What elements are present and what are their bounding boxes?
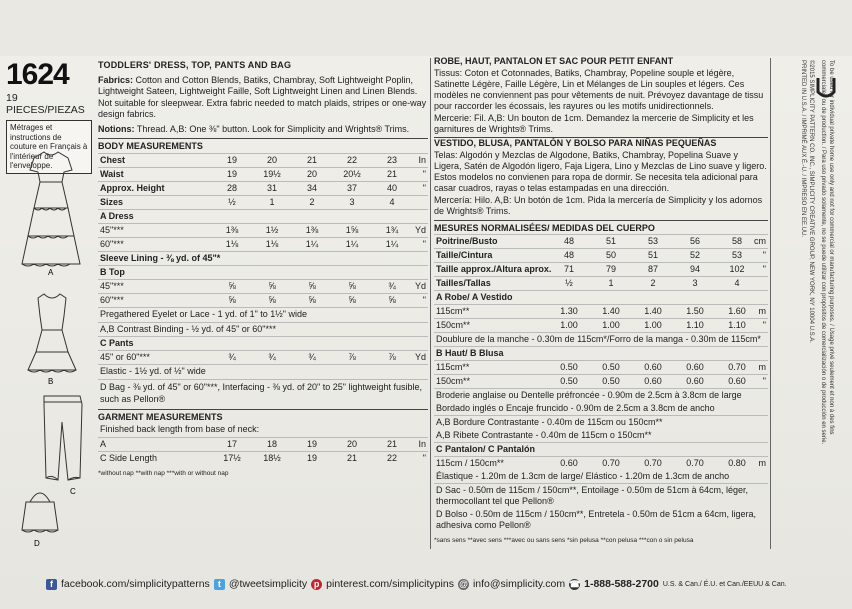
phone-icon: ☎ xyxy=(569,578,581,589)
body-measurements-title: BODY MEASUREMENTS xyxy=(98,138,428,153)
table-heading-label: A Robe/ A Vestido xyxy=(436,292,513,302)
pinterest-link[interactable]: pinterest.com/simplicitypins xyxy=(326,578,454,590)
row-label: Approx. Height xyxy=(100,182,165,193)
row-value: ½ xyxy=(228,196,236,207)
row-value: 79 xyxy=(605,264,616,274)
email-link[interactable]: info@simplicity.com xyxy=(472,578,566,590)
phone-note: U.S. & Can./ É.U. et Can./EEUU & Can. xyxy=(662,580,787,588)
row-value: 0.60 xyxy=(686,362,704,372)
row-label: 115cm** xyxy=(436,362,470,372)
table-heading xyxy=(434,290,768,304)
side-text-1: To be used for individual private home use only and not for commercial or manufacturing purposes. / Usage privé seulement et non à des fins xyxy=(828,60,834,435)
row-label: 45"*** xyxy=(100,224,124,235)
sketch-label-a: A xyxy=(48,268,54,276)
sketch-bag-d xyxy=(12,484,68,550)
english-column xyxy=(98,60,428,479)
row-value: 1.60 xyxy=(728,306,746,316)
row-value: 58 xyxy=(731,236,742,246)
english-footnote: *without nap **with nap ***with or without nap xyxy=(98,469,229,477)
row-label: 115cm** xyxy=(436,306,470,316)
row-label: 150cm** xyxy=(436,320,471,330)
row-value: ⅝ xyxy=(308,295,316,305)
row-unit: m xyxy=(758,306,766,316)
email-icon: @ xyxy=(459,578,468,589)
table-row xyxy=(434,318,768,332)
row-value: 0.50 xyxy=(560,376,578,386)
table-heading xyxy=(98,265,428,279)
french-note-box: Métrages et instructions de couture en Français à l'intérieur de l'enveloppe. xyxy=(6,120,92,174)
row-value: 48 xyxy=(563,250,574,260)
row-unit: m xyxy=(758,362,766,372)
sketch-pants-c xyxy=(40,392,86,498)
table-row xyxy=(434,276,768,290)
row-label: C Side Length xyxy=(100,452,158,463)
row-value: ¾ xyxy=(228,352,236,362)
elastic: Elastic - 1½ yd. of ½" wide xyxy=(98,364,428,379)
simplicity-logo-mark xyxy=(814,74,838,104)
contrast-binding: A,B Contrast Binding - ½ yd. of 45" or 60"*** xyxy=(98,322,428,337)
row-value: 71 xyxy=(563,264,574,274)
row-value: 0.50 xyxy=(602,376,620,386)
ribete: A,B Ribete Contrastante - 0.40m de 115cm o 150cm** xyxy=(436,430,652,440)
table-row xyxy=(98,153,428,167)
row-value: 19 xyxy=(226,154,237,165)
row-value: 48 xyxy=(563,236,574,246)
french-spanish-column xyxy=(434,56,768,546)
phone-number: 1-888-588-2700 xyxy=(584,578,659,590)
row-value: 21 xyxy=(346,452,357,463)
row-value: 20½ xyxy=(343,168,361,179)
mercerie-text: Mercerie: Fil. A,B: Un bouton de 1cm. Demandez la mercerie de Simplicity et les garnitures de Wrights® Trims. xyxy=(434,113,754,134)
row-value: 20 xyxy=(346,438,357,449)
row-value: ¾ xyxy=(308,352,316,362)
row-unit: In xyxy=(418,154,426,165)
sketch-label-d: D xyxy=(34,539,40,548)
row-value: 1 xyxy=(269,196,275,207)
fabrics-text: Fabrics: Cotton and Cotton Blends, Batiks, Chambray, Soft Lightweight Poplin, Lightweight Sateen, Lightweight Faille, Soft Lightweight Linen and Linen Blends. Not suitable for sleepwear. Extra fabric needed to match plaids, stripes or one-way design fabrics. xyxy=(98,74,427,119)
sketch-dress-a xyxy=(16,148,86,276)
row-value: 3 xyxy=(692,278,698,288)
row-value: ½ xyxy=(565,278,573,288)
row-value: 40 xyxy=(386,182,397,193)
row-label: Sizes xyxy=(100,196,124,207)
row-unit: " xyxy=(422,182,426,193)
row-value: 20 xyxy=(306,168,317,179)
garment-table xyxy=(98,437,428,465)
row-value: 87 xyxy=(647,264,658,274)
top-fold-strip xyxy=(0,0,852,56)
row-value: 19 xyxy=(306,438,317,449)
row-unit: " xyxy=(762,320,766,330)
row-value: 1⅜ xyxy=(305,224,319,235)
sizes-row xyxy=(98,195,428,209)
row-value: 2 xyxy=(309,196,315,207)
side-text-4: PRINTED IN U.S.A. / IMPRIMÉ AUX É.-U. / IMPRESO EN EE.UU. xyxy=(800,60,806,238)
row-value: 53 xyxy=(731,250,742,260)
table-heading-label: C Pantalon/ C Pantalón xyxy=(436,444,536,454)
row-label: 45"*** xyxy=(100,281,124,291)
spanish-title: VESTIDO, BLUSA, PANTALÓN Y BOLSO PARA NIÑAS PEQUEÑAS xyxy=(434,137,768,149)
row-value: ¾ xyxy=(268,352,276,362)
row-value: 1⅝ xyxy=(345,224,359,235)
row-value: 1⅛ xyxy=(225,238,239,249)
table-row xyxy=(434,456,768,470)
table-row xyxy=(98,181,428,195)
row-value: 0.70 xyxy=(686,458,704,468)
fr-body-title: MESURES NORMALISÉES/ MEDIDAS DEL CUERPO xyxy=(434,220,768,234)
garment-subtitle: Finished back length from base of neck: xyxy=(100,424,260,434)
row-unit: " xyxy=(762,250,766,260)
row-value: ⅝ xyxy=(388,295,396,305)
row-unit: Yd xyxy=(414,281,426,291)
row-value: 31 xyxy=(266,182,277,193)
row-value: 1¼ xyxy=(345,238,359,249)
row-value: ⅝ xyxy=(348,295,356,305)
table-row xyxy=(434,248,768,262)
row-value: 19 xyxy=(226,168,237,179)
row-value: ¾ xyxy=(388,281,396,291)
row-value: 23 xyxy=(386,154,397,165)
row-value: 18 xyxy=(266,438,277,449)
table-row xyxy=(434,360,768,374)
table-row xyxy=(434,374,768,388)
row-label: 150cm** xyxy=(436,376,471,386)
bordure: A,B Bordure Contrastante - 0.40m de 115cm ou 150cm** xyxy=(434,415,768,429)
sleeve-lining: Sleeve Lining - ⅜ yd. of 45"* xyxy=(98,251,428,266)
row-label: A xyxy=(100,438,107,449)
row-value: 21 xyxy=(386,168,397,179)
table-heading xyxy=(98,209,428,223)
fr-b-table xyxy=(434,346,768,388)
pinterest-icon: p xyxy=(311,579,322,590)
row-unit: " xyxy=(422,295,426,305)
row-value: 51 xyxy=(605,236,616,246)
d-bag: D Bag - ⅜ yd. of 45" or 60"***, Interfacing - ⅜ yd. of 20" to 25" lightweight fusible, such as Pellon® xyxy=(98,379,428,406)
row-value: ⅞ xyxy=(388,352,396,362)
row-unit: " xyxy=(762,376,766,386)
row-label: 60"*** xyxy=(100,295,124,305)
side-legal-text xyxy=(776,60,836,560)
row-value: 51 xyxy=(647,250,658,260)
table-row xyxy=(98,437,428,451)
merceria-text: Mercería: Hilo. A,B: Un botón de 1cm. Pida la mercería de Simplicity y los adornos de Wrights® Trims. xyxy=(434,195,763,216)
row-value: 0.60 xyxy=(560,458,578,468)
row-value: 1¼ xyxy=(305,238,319,249)
row-label: 115cm / 150cm** xyxy=(436,458,504,468)
english-title: TODDLERS' DRESS, TOP, PANTS AND BAG xyxy=(98,60,292,70)
row-unit: " xyxy=(422,238,426,249)
row-label: Taille/Cintura xyxy=(436,250,493,260)
row-unit: In xyxy=(418,438,426,449)
table-row xyxy=(434,262,768,276)
fr-a-table xyxy=(434,290,768,332)
side-text-2: commerciales ou de production. / Para uso privado solamente, no se puede utilizar con propósitos de comercialización o de producción en serie. xyxy=(820,60,826,445)
row-value: ⅝ xyxy=(308,281,316,291)
a-dress-table xyxy=(98,209,428,251)
table-heading xyxy=(98,336,428,350)
row-value: 1⅛ xyxy=(265,238,279,249)
column-divider-right xyxy=(770,58,771,549)
table-row xyxy=(98,195,428,209)
row-value: 0.70 xyxy=(728,362,746,372)
c-pants-table xyxy=(98,336,428,364)
row-value: 0.60 xyxy=(644,376,662,386)
row-value: 1.10 xyxy=(686,320,704,330)
telas-text: Telas: Algodón y Mezclas de Algodone, Batiks, Chambray, Popelina Suave y Ligera, Satén de Algodón ligero, Faja Ligera, Lino y Mezclas de Lino suave y ligero. Estos modelos no convienen para ropa de dormir. Se necesita tela adicional para casar cuadros, rayas o telas estampadas en una dirección. xyxy=(434,150,767,193)
doublure: Doublure de la manche - 0.30m de 115cm*/Forro de la manga - 0.30m de 115cm* xyxy=(434,332,768,346)
row-value: 34 xyxy=(306,182,317,193)
row-value: 52 xyxy=(689,250,700,260)
row-label: Chest xyxy=(100,154,126,165)
row-value: 3 xyxy=(349,196,355,207)
table-row xyxy=(98,167,428,181)
sketch-top-b xyxy=(22,290,82,386)
table-row xyxy=(98,237,428,251)
row-value: ⅝ xyxy=(268,281,276,291)
table-heading xyxy=(434,346,768,360)
table-row xyxy=(434,234,768,248)
row-label: 60"*** xyxy=(100,238,124,249)
sketch-label-c: C xyxy=(70,487,76,496)
row-value: 1.50 xyxy=(686,306,704,316)
twitter-link[interactable]: @tweetsimplicity xyxy=(228,578,308,590)
row-value: 21 xyxy=(306,154,317,165)
row-value: 50 xyxy=(605,250,616,260)
row-value: 0.50 xyxy=(560,362,578,372)
pieces-count: 19 PIECES/PIEZAS xyxy=(6,92,85,116)
row-unit: Yd xyxy=(414,352,426,362)
row-label: Poitrine/Busto xyxy=(436,236,498,246)
row-value: 37 xyxy=(346,182,357,193)
row-value: 4 xyxy=(734,278,740,288)
sac: D Sac - 0.50m de 115cm / 150cm**, Entoilage - 0.50m de 51cm à 64cm, léger, thermocollant tel que Pellon® xyxy=(434,483,768,508)
row-value: ⅝ xyxy=(348,281,356,291)
table-heading-label: C Pants xyxy=(100,338,134,348)
table-row xyxy=(98,451,428,465)
row-unit: Yd xyxy=(414,224,426,235)
row-value: 2 xyxy=(650,278,656,288)
garment-measurements-title: GARMENT MEASUREMENTS xyxy=(98,409,428,424)
row-value: 17½ xyxy=(223,452,241,463)
row-value: 1⅜ xyxy=(225,224,239,235)
pattern-number: 1624 xyxy=(6,58,69,91)
side-text-3: ©2015 SIMPLICITY PATTERN CO. INC., SIMPLICITY CREATIVE GROUP, NEW YORK, NY 10004 U.S.A. xyxy=(808,60,814,343)
row-value: 22 xyxy=(386,452,397,463)
pregathered-eyelet: Pregathered Eyelet or Lace - 1 yd. of 1" to 1½" wide xyxy=(98,307,428,322)
fr-c-table xyxy=(434,442,768,470)
row-value: 56 xyxy=(689,236,700,246)
table-heading-label: B Top xyxy=(100,267,125,277)
fr-body-table xyxy=(434,234,768,276)
facebook-link[interactable]: facebook.com/simplicitypatterns xyxy=(61,578,210,590)
table-row xyxy=(98,279,428,293)
row-value: 0.60 xyxy=(686,376,704,386)
row-unit: " xyxy=(422,168,426,179)
body-measurements-table xyxy=(98,153,428,195)
row-value: 1.00 xyxy=(602,320,620,330)
row-value: 0.70 xyxy=(644,458,662,468)
social-bar xyxy=(46,578,787,590)
row-value: 28 xyxy=(226,182,237,193)
row-value: 102 xyxy=(729,264,745,274)
row-value: 0.70 xyxy=(602,458,620,468)
row-value: 1.00 xyxy=(644,320,662,330)
row-value: 1.00 xyxy=(560,320,578,330)
row-value: 19 xyxy=(306,452,317,463)
row-value: 1¼ xyxy=(385,238,399,249)
row-label: Waist xyxy=(100,168,124,179)
column-divider xyxy=(430,58,431,549)
row-value: 1 xyxy=(608,278,614,288)
row-label: Tailles/Tallas xyxy=(436,278,491,288)
table-row xyxy=(434,304,768,318)
row-value: 4 xyxy=(389,196,395,207)
notions-text: Notions: Thread. A,B: One ⅜" button. Look for Simplicity and Wrights® Trims. xyxy=(98,123,410,134)
row-value: 22 xyxy=(346,154,357,165)
row-unit: cm xyxy=(754,236,766,246)
broderie: Broderie anglaise ou Dentelle préfroncée - 0.90m de 2.5cm à 3.8cm de large xyxy=(434,388,768,402)
row-value: 1.30 xyxy=(560,306,578,316)
row-value: 53 xyxy=(647,236,658,246)
row-value: ⅝ xyxy=(228,295,236,305)
table-row xyxy=(98,350,428,364)
twitter-icon: t xyxy=(214,579,225,590)
facebook-icon: f xyxy=(46,579,57,590)
row-label: Taille approx./Altura aprox. xyxy=(436,264,552,274)
row-value: 0.60 xyxy=(728,376,746,386)
table-row xyxy=(98,223,428,237)
elastique: Élastique - 1.20m de 1.3cm de large/ Elástico - 1.20m de 1.3cm de ancho xyxy=(436,471,730,481)
row-value: 1.40 xyxy=(602,306,620,316)
table-heading-label: B Haut/ B Blusa xyxy=(436,348,504,358)
row-unit: " xyxy=(422,452,426,463)
row-value: 0.60 xyxy=(644,362,662,372)
row-value: 1½ xyxy=(265,224,279,235)
row-value: 0.80 xyxy=(728,458,746,468)
bolso: D Bolso - 0.50m de 115cm / 150cm**, Entretela - 0.50m de 51cm a 64cm, ligera, adhesiva como Pellon® xyxy=(436,509,756,530)
row-value: 1.10 xyxy=(728,320,746,330)
row-value: 0.50 xyxy=(602,362,620,372)
row-value: 20 xyxy=(266,154,277,165)
fr-sizes-row xyxy=(434,276,768,290)
row-value: 21 xyxy=(386,438,397,449)
sketch-label-b: B xyxy=(48,377,54,386)
row-value: ⅝ xyxy=(228,281,236,291)
row-value: 19½ xyxy=(263,168,281,179)
row-value: ⅝ xyxy=(268,295,276,305)
row-value: 1.40 xyxy=(644,306,662,316)
tissus-text: Tissus: Coton et Cotonnades, Batiks, Chambray, Popeline souple et légère, Satinette Légère, Faille Légère, Lin et Mélanges de Lin souples et légers. Ces modèles ne conviennent pas pour vêtements de nuit. Prévoyez davantage de tissu pour raccorder les écossais, les rayures ou les motifs unidirectionnels. xyxy=(434,68,764,111)
row-unit: " xyxy=(762,264,766,274)
bordado: Bordado inglés o Encaje fruncido - 0.90m de 2.5cm a 3.8cm de ancho xyxy=(436,403,715,413)
row-value: ⅞ xyxy=(348,352,356,362)
table-heading-label: A Dress xyxy=(100,210,134,221)
row-label: 45" or 60"*** xyxy=(100,352,150,362)
table-heading xyxy=(434,442,768,456)
row-value: 1¾ xyxy=(385,224,399,235)
row-value: 18½ xyxy=(263,452,281,463)
row-unit: m xyxy=(758,458,766,468)
french-footnote: *sans sens **avec sens ***avec ou sans sens *sin pelusa **con pelusa ***con o sin pelusa xyxy=(434,537,694,544)
table-row xyxy=(98,293,428,307)
french-title: ROBE, HAUT, PANTALON ET SAC POUR PETIT ENFANT xyxy=(434,56,674,66)
row-value: 94 xyxy=(689,264,700,274)
row-value: 17 xyxy=(226,438,237,449)
b-top-table xyxy=(98,265,428,307)
